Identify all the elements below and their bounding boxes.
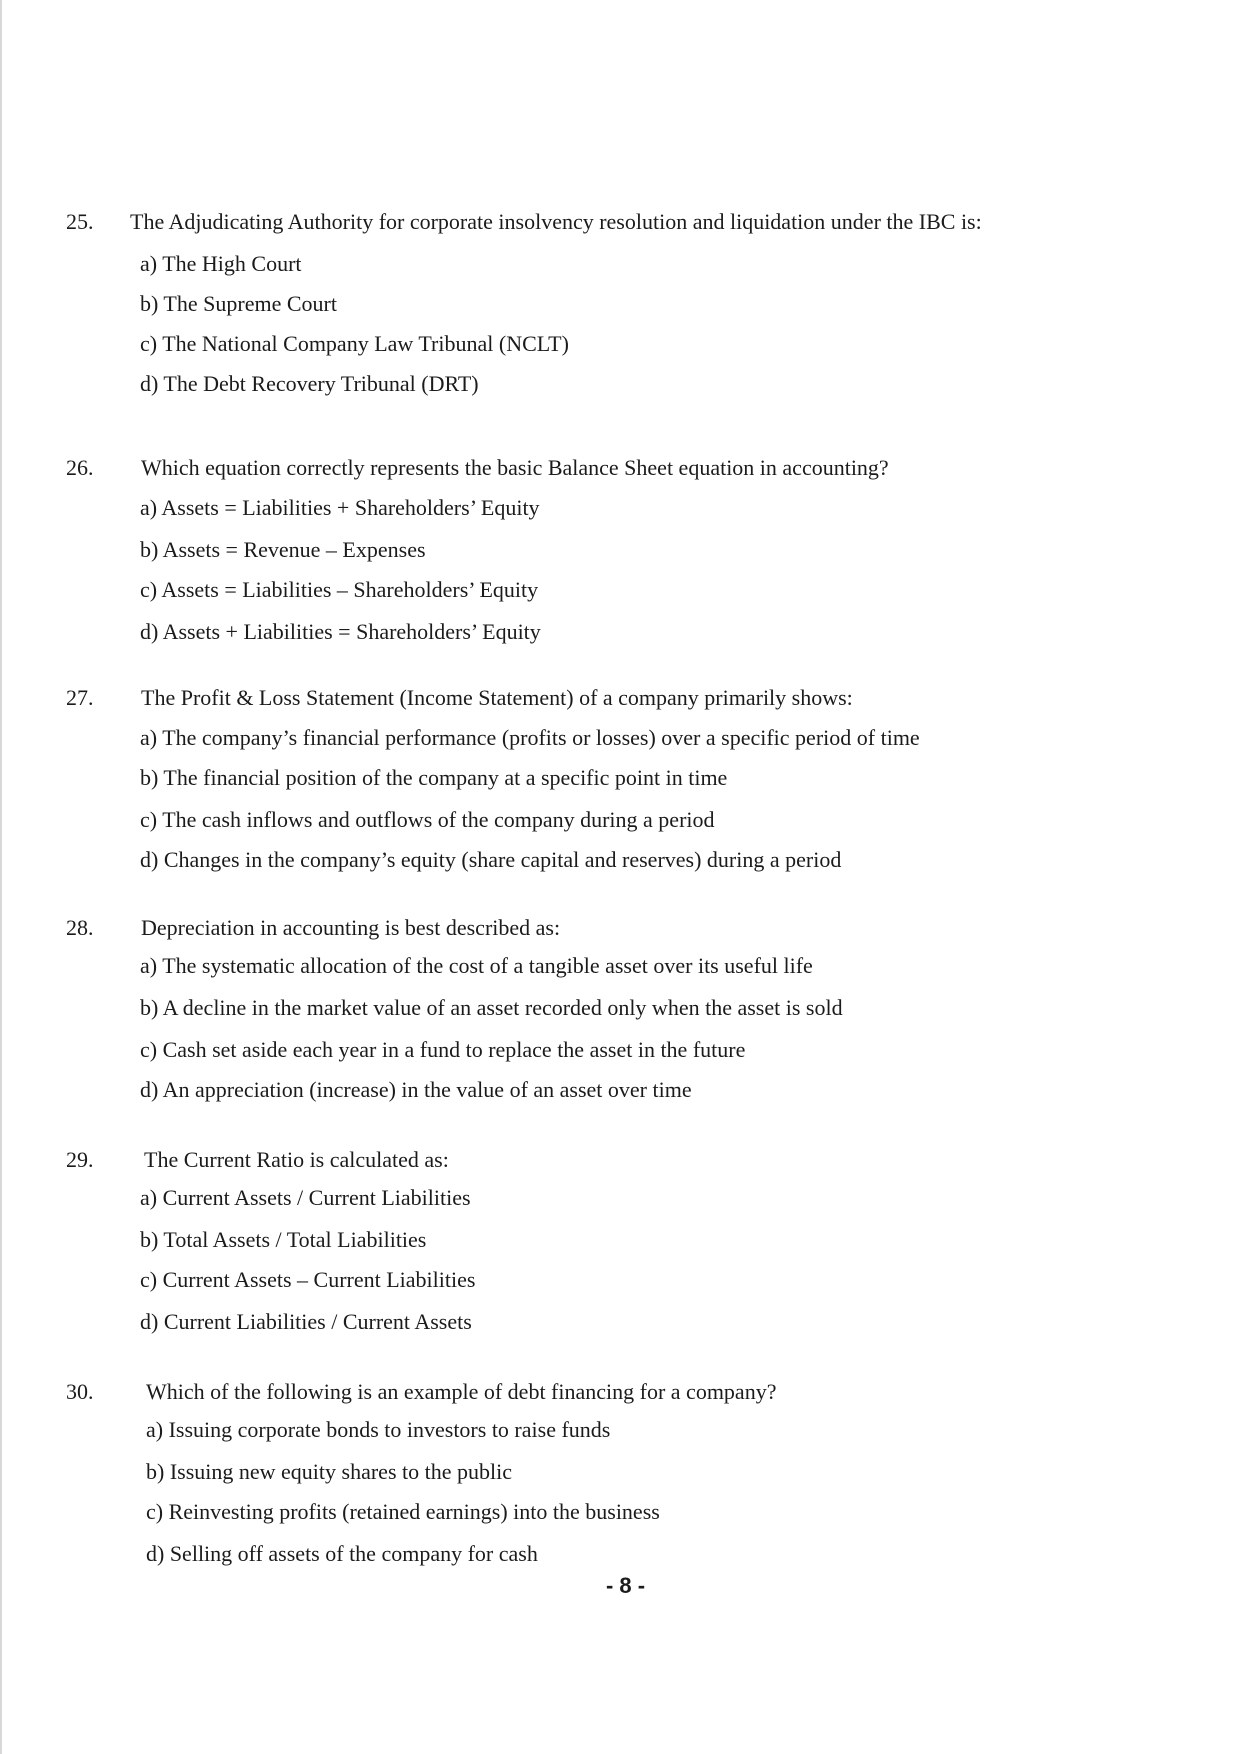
option-d: d) The Debt Recovery Tribunal (DRT): [140, 371, 479, 396]
option-b: b) Assets = Revenue – Expenses: [140, 537, 426, 562]
question-text: Which equation correctly represents the basic Balance Sheet equation in accounting?: [141, 455, 889, 480]
option-c: c) Reinvesting profits (retained earnings) into the business: [146, 1499, 660, 1524]
option-c: c) Assets = Liabilities – Shareholders’ Equity: [140, 577, 539, 602]
option-a: a) Assets = Liabilities + Shareholders’ Equity: [140, 495, 540, 520]
question-number: 28.: [66, 915, 94, 940]
option-a: a) Current Assets / Current Liabilities: [140, 1185, 471, 1210]
question-number: 29.: [66, 1147, 94, 1172]
option-c: c) The cash inflows and outflows of the company during a period: [140, 807, 715, 832]
question-text: The Profit & Loss Statement (Income Statement) of a company primarily shows:: [141, 685, 853, 710]
question-number: 25.: [66, 209, 94, 234]
question-text: Depreciation in accounting is best described as:: [141, 915, 561, 940]
option-a: a) Issuing corporate bonds to investors to raise funds: [146, 1417, 611, 1442]
option-a: a) The High Court: [140, 251, 302, 276]
option-d: d) Selling off assets of the company for cash: [146, 1541, 538, 1566]
option-d: d) Changes in the company’s equity (share capital and reserves) during a period: [140, 847, 842, 872]
page-number-label: - 8 -: [605, 1573, 646, 1598]
option-d: d) An appreciation (increase) in the value of an asset over time: [140, 1077, 692, 1102]
page-number: [0, 1572, 1241, 1600]
option-b: b) The Supreme Court: [140, 291, 337, 316]
question-number: 30.: [66, 1379, 94, 1404]
option-b: b) The financial position of the company at a specific point in time: [140, 765, 728, 790]
option-b: b) Issuing new equity shares to the public: [146, 1459, 512, 1484]
option-c: c) Current Assets – Current Liabilities: [140, 1267, 476, 1292]
question-text: Which of the following is an example of debt financing for a company?: [146, 1379, 777, 1404]
option-a: a) The company’s financial performance (profits or losses) over a specific period of time: [140, 725, 920, 750]
question-text: The Current Ratio is calculated as:: [144, 1147, 449, 1172]
question-number: 26.: [66, 455, 94, 480]
option-d: d) Current Liabilities / Current Assets: [140, 1309, 472, 1334]
option-c: c) The National Company Law Tribunal (NCLT): [140, 331, 569, 356]
option-b: b) Total Assets / Total Liabilities: [140, 1227, 427, 1252]
question-text: The Adjudicating Authority for corporate insolvency resolution and liquidation under the IBC is:: [130, 209, 982, 234]
option-b: b) A decline in the market value of an asset recorded only when the asset is sold: [140, 995, 843, 1020]
option-c: c) Cash set aside each year in a fund to replace the asset in the future: [140, 1037, 746, 1062]
question-number: 27.: [66, 685, 94, 710]
option-d: d) Assets + Liabilities = Shareholders’ Equity: [140, 619, 541, 644]
option-a: a) The systematic allocation of the cost of a tangible asset over its useful life: [140, 953, 813, 978]
scan-edge: [0, 0, 2, 1754]
